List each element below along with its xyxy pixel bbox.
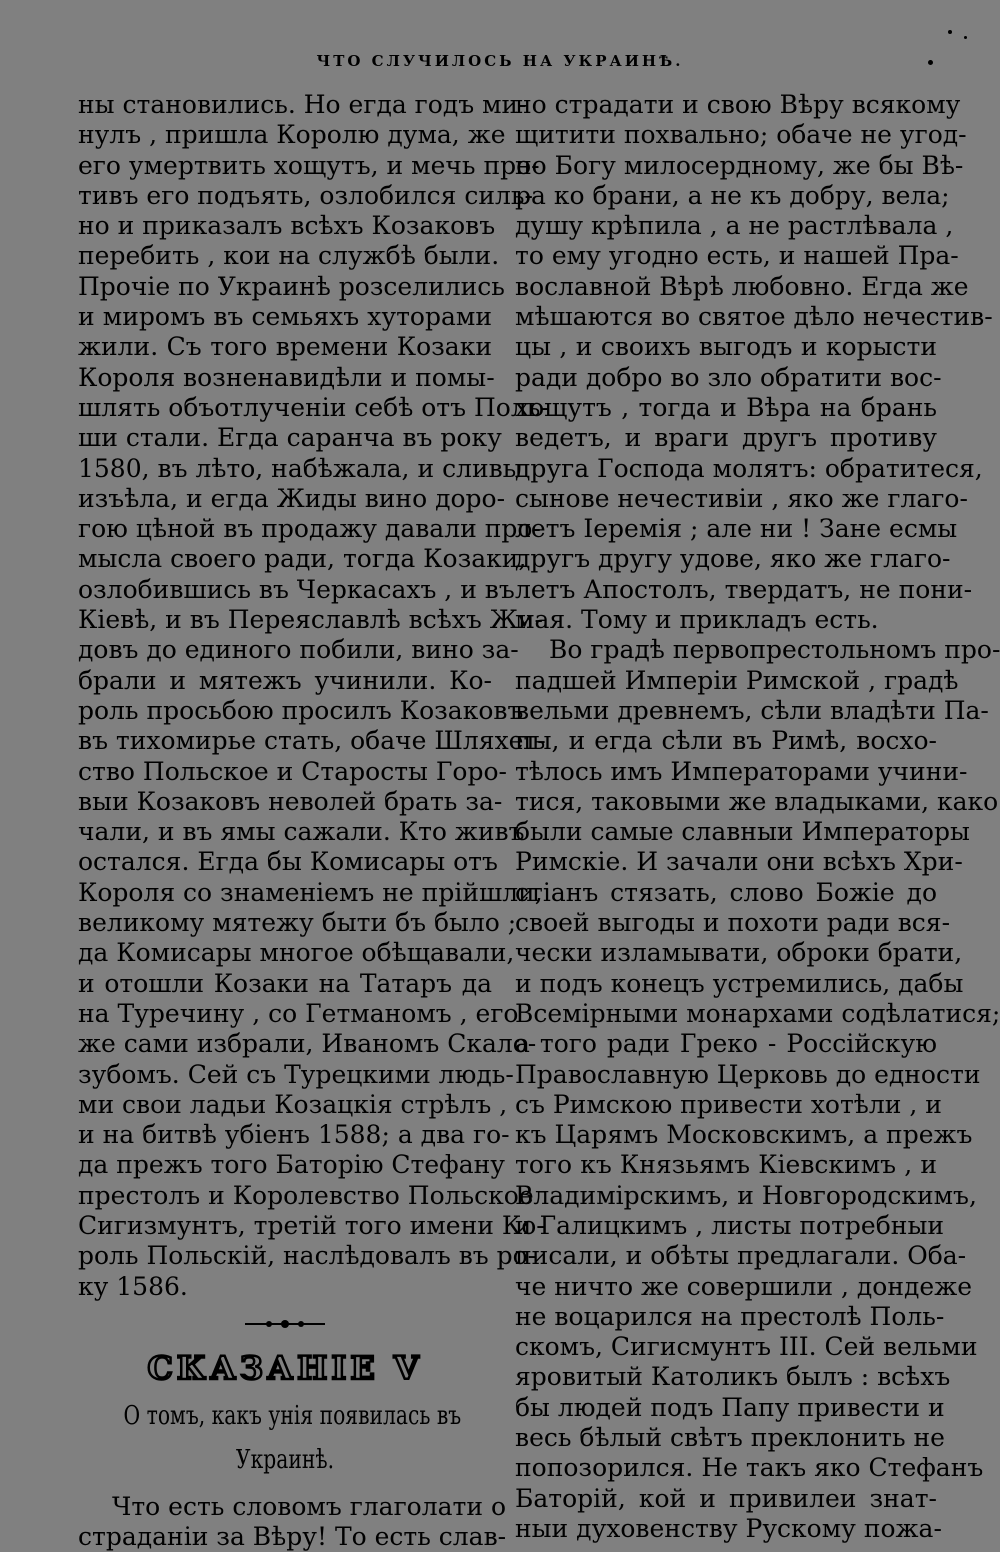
text-line: и отошли Козаки на Татаръ да: [78, 968, 492, 998]
text-line: Что есть словомъ глаголати о: [112, 1491, 507, 1521]
text-line: изъѣла, и егда Жиды вино доро-: [78, 483, 506, 513]
text-line: душу крѣпила , а не растлѣвала ,: [515, 211, 954, 241]
text-line: летъ Апостолъ, твердатъ, не пони-: [515, 574, 973, 604]
text-line: и на битвѣ убіенъ 1588; а два го-: [78, 1120, 510, 1150]
text-line: другъ другу удове, яко же глаго-: [515, 544, 951, 574]
text-line: но Богу милосердному, же бы Вѣ-: [515, 150, 964, 180]
text-line: стіанъ стязать, слово Божіе до: [515, 877, 937, 907]
text-line: Во градѣ первопрестольномъ про-: [549, 635, 1000, 665]
text-line: чали, и въ ямы сажали. Кто живъ: [78, 817, 525, 847]
left-body-text-after-heading: [78, 1491, 507, 1552]
text-line: на Туречину , со Гетманомъ , его: [78, 998, 519, 1028]
text-line: ство Польское и Старосты Горо-: [78, 756, 507, 786]
text-line: Прочіе по Украинѣ розселились: [78, 271, 505, 301]
text-line: падшей Имперіи Римской , градѣ: [515, 665, 959, 695]
text-line: тися, таковыми же владыками, како: [515, 786, 999, 816]
text-line: друга Господа молятъ: обратитеся,: [515, 453, 983, 483]
text-line: ведетъ, и враги другъ противу: [515, 423, 937, 453]
ornament-rule-icon: [245, 1319, 325, 1329]
chapter-subheading-line2: Украинѣ.: [235, 1444, 335, 1475]
text-line: да Комисары многое обѣщавали,: [78, 938, 515, 968]
text-line: озлобившись въ Черкасахъ , и въ: [78, 574, 515, 604]
text-line: своей выгоды и похоти ради вся-: [515, 908, 951, 938]
text-line: Римскіе. И зачали они всѣхъ Хри-: [515, 847, 963, 877]
text-line: Баторій, кой и привилеи знат-: [515, 1483, 937, 1513]
text-line: были самые славныи Императоры: [515, 817, 970, 847]
text-line: Сигизмунтъ, третій того имени Ко-: [78, 1210, 545, 1240]
text-line: того къ Князьямъ Кіевскимъ , и: [515, 1150, 937, 1180]
text-line: вославной Вѣрѣ любовно. Егда же: [515, 271, 969, 301]
chapter-subheading-line1: О томъ, какъ унія появилась въ: [123, 1400, 462, 1431]
text-line: Короля возненавидѣли и помы-: [78, 362, 495, 392]
text-line: къ Царямъ Московскимъ, а прежъ: [515, 1120, 973, 1150]
text-line: писали, и обѣты предлагали. Оба-: [515, 1241, 967, 1271]
chapter-heading: СКАЗАНІЕ V: [147, 1348, 423, 1387]
text-line: летъ Іеремія ; але ни ! Зане есмы: [515, 514, 958, 544]
text-line: нулъ , пришла Королю дума, же: [78, 120, 506, 150]
text-line: же сами избрали, Иваномъ Скало-: [78, 1029, 537, 1059]
text-line: ми свои ладьи Козацкія стрѣлъ ,: [78, 1089, 508, 1119]
text-line: щитити похвально; обаче не угод-: [515, 120, 967, 150]
text-line: и подъ конецъ устремились, дабы: [515, 968, 964, 998]
text-line: перебить , кои на службѣ были.: [78, 241, 500, 271]
text-line: то ему угодно есть, и нашей Пра-: [515, 241, 959, 271]
text-line: жили. Съ того времени Козаки: [78, 332, 492, 362]
text-line: вельми древнемъ, сѣли владѣти Па-: [515, 695, 989, 725]
text-line: шлять объотлученіи себѣ отъ Поль-: [78, 392, 549, 422]
text-line: тѣлось имъ Императорами учини-: [515, 756, 968, 786]
text-line: мѣшаются во святое дѣло нечестив-: [515, 302, 993, 332]
ornament-divider: [78, 1306, 492, 1342]
text-line: ныи духовенству Рускому пожа-: [515, 1513, 942, 1543]
text-line: Всемірными монархами содѣлатися;: [515, 998, 1000, 1028]
text-line: Владимірскимъ, и Новгородскимъ,: [515, 1180, 977, 1210]
text-line: Короля со знаменіемъ не прійшли,: [78, 877, 543, 907]
text-line: его умертвить хощутъ, и мечь про-: [78, 150, 540, 180]
text-line: ны становились. Но егда годъ ми-: [78, 90, 527, 119]
text-line: мысла своего ради, тогда Козаки,: [78, 544, 527, 574]
text-line: яровитый Католикъ былъ : всѣхъ: [515, 1362, 951, 1392]
text-line: но и приказалъ всѣхъ Козаковъ: [78, 211, 496, 241]
text-line: цы , и своихъ выгодъ и корысти: [515, 332, 937, 362]
text-line: бы людей подъ Папу привести и: [515, 1392, 945, 1422]
text-line: роль Польскій, наслѣдовалъ въ ро-: [78, 1241, 537, 1271]
text-line: гою цѣной въ продажу давали про-: [78, 514, 541, 544]
text-line: роль просьбою просилъ Козаковъ: [78, 695, 524, 725]
text-line: тивъ его подъять, озлобился силь-: [78, 180, 533, 210]
print-speck: [964, 36, 967, 39]
text-line: но страдати и свою Вѣру всякому: [515, 90, 961, 119]
text-line: 1580, въ лѣто, набѣжала, и сливы: [78, 453, 523, 483]
text-line: брали и мятежъ учинили. Ко-: [78, 665, 492, 695]
right-body-text: [515, 90, 1000, 1544]
text-line: довъ до единого побили, вино за-: [78, 635, 519, 665]
left-column: [78, 90, 549, 1552]
text-line: мая. Тому и прикладъ есть.: [515, 605, 879, 635]
text-line: великому мятежу быти бъ было ;: [78, 908, 517, 938]
text-line: ради добро во зло обратити вос-: [515, 362, 942, 392]
text-line: весь бѣлый свѣтъ преклонить не: [515, 1423, 945, 1453]
text-line: скомъ, Сигисмунтъ III. Сей вельми: [515, 1332, 978, 1362]
text-line: ра ко брани, а не къ добру, вела;: [515, 180, 950, 210]
text-line: а того ради Греко - Россійскую: [515, 1029, 937, 1059]
text-line: зубомъ. Сей съ Турецкими людь-: [78, 1059, 514, 1089]
text-line: въ тихомирье стать, обаче Шляхет-: [78, 726, 546, 756]
text-line: престолъ и Королевство Польское: [78, 1180, 534, 1210]
text-line: сынове нечестивіи , яко же глаго-: [515, 483, 968, 513]
right-column: [515, 90, 1000, 1544]
print-speck: [948, 30, 952, 34]
text-line: остался. Егда бы Комисары отъ: [78, 847, 498, 877]
running-head: ЧТО СЛУЧИЛОСЬ НА УКРАИНѢ.: [316, 52, 684, 70]
text-line: и миромъ въ семьяхъ хуторами: [78, 302, 492, 332]
text-line: да прежъ того Баторію Стефану: [78, 1150, 506, 1180]
text-line: и Галицкимъ , листы потребныи: [515, 1210, 945, 1240]
text-line: пы, и егда сѣли въ Римѣ, восхо-: [515, 726, 937, 756]
text-line: хощутъ , тогда и Вѣра на брань: [515, 392, 937, 422]
left-body-text: [78, 90, 549, 1302]
text-line: попозорился. Не такъ яко Стефанъ: [515, 1453, 984, 1483]
print-speck: [928, 60, 933, 65]
text-line: не воцарился на престолѣ Поль-: [515, 1301, 945, 1331]
text-line: чески изламывати, оброки брати,: [515, 938, 963, 968]
text-line: ши стали. Егда саранча въ року: [78, 423, 502, 453]
text-line: Православную Церковь до едности: [515, 1059, 981, 1089]
text-line: страданіи за Вѣру! То есть слав-: [78, 1522, 507, 1552]
text-line: выи Козаковъ неволей брать за-: [78, 786, 503, 816]
text-line: ку 1586.: [78, 1271, 188, 1301]
text-line: Кіевѣ, и въ Переяславлѣ всѣхъ Жи-: [78, 605, 543, 635]
text-line: съ Римскою привести хотѣли , и: [515, 1089, 942, 1119]
text-line: че ничто же совершили , дондеже: [515, 1271, 972, 1301]
